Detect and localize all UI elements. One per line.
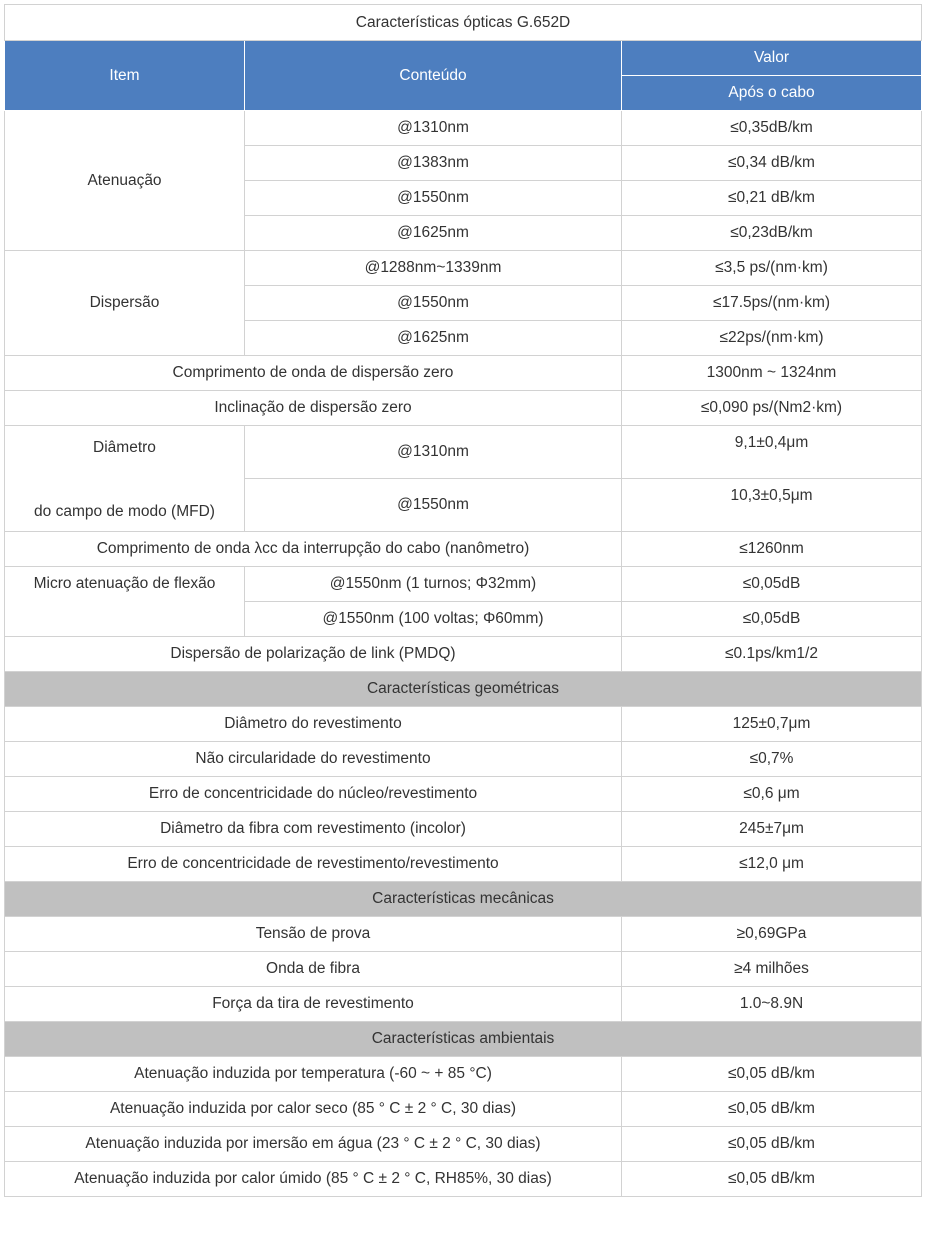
table-row [5,1162,922,1197]
label-cell: Onda de fibra [5,952,622,987]
value-cell: ≤3,5 ps/(nm·km) [622,251,922,286]
mfd-label-line2: do campo de modo (MFD) [34,502,215,520]
value-cell: 1300nm ~ 1324nm [622,356,922,391]
table-title: Características ópticas G.652D [5,5,922,41]
table-row [5,1092,922,1127]
dispersion-label: Dispersão [5,251,245,356]
value-cell: ≤0,6 μm [622,777,922,812]
value-cell: ≤0,05 dB/km [622,1092,922,1127]
section-header-row [5,672,922,707]
table-row [5,742,922,777]
section-title-environmental: Características ambientais [5,1022,922,1057]
value-cell: ≥4 milhões [622,952,922,987]
condition-cell: @1310nm [245,111,622,146]
header-after-cable: Após o cabo [622,76,922,111]
mfd-label-line1: Diâmetro [93,438,156,456]
table-row [5,251,922,286]
condition-cell: @1550nm [245,181,622,216]
condition-cell: @1625nm [245,216,622,251]
section-header-row [5,882,922,917]
condition-cell: @1625nm [245,321,622,356]
label-cell: Tensão de prova [5,917,622,952]
table-row [5,111,922,146]
label-cell: Erro de concentricidade de revestimento/revestimento [5,847,622,882]
value-cell: ≤12,0 μm [622,847,922,882]
header-item: Item [5,41,245,111]
label-cell: Não circularidade do revestimento [5,742,622,777]
label-cell: Atenuação induzida por calor úmido (85 ° C ± 2 ° C, RH85%, 30 dias) [5,1162,622,1197]
label-cell: Erro de concentricidade do núcleo/revestimento [5,777,622,812]
table-row [5,532,922,567]
spec-table [4,4,922,1197]
table-title-row [5,5,922,41]
pmd-label: Dispersão de polarização de link (PMDQ) [5,637,622,672]
value-cell: ≤0,05 dB/km [622,1127,922,1162]
zero-dispersion-wavelength-label: Comprimento de onda de dispersão zero [5,356,622,391]
table-row [5,1127,922,1162]
zero-dispersion-slope-label: Inclinação de dispersão zero [5,391,622,426]
table-row [5,917,922,952]
value-cell: 9,1±0,4μm [622,426,922,479]
label-cell: Diâmetro da fibra com revestimento (incolor) [5,812,622,847]
header-row [5,41,922,76]
label-cell: Atenuação induzida por calor seco (85 ° C ± 2 ° C, 30 dias) [5,1092,622,1127]
value-cell: ≤0.1ps/km1/2 [622,637,922,672]
microbend-label: Micro atenuação de flexão [5,567,245,637]
table-row [5,356,922,391]
value-cell: ≤0,23dB/km [622,216,922,251]
table-row [5,952,922,987]
condition-cell: @1550nm (1 turnos; Φ32mm) [245,567,622,602]
cutoff-label: Comprimento de onda λcc da interrupção do cabo (nanômetro) [5,532,622,567]
table-row [5,847,922,882]
condition-cell: @1550nm [245,286,622,321]
table-row [5,812,922,847]
value-cell: ≤0,21 dB/km [622,181,922,216]
mfd-label [5,426,245,532]
attenuation-label: Atenuação [5,111,245,251]
label-cell: Diâmetro do revestimento [5,707,622,742]
table-row [5,637,922,672]
table-row [5,391,922,426]
value-cell: ≤0,34 dB/km [622,146,922,181]
condition-cell: @1550nm (100 voltas; Φ60mm) [245,602,622,637]
value-cell: 245±7μm [622,812,922,847]
value-cell: ≥0,69GPa [622,917,922,952]
condition-cell: @1288nm~1339nm [245,251,622,286]
value-cell: ≤0,05dB [622,567,922,602]
table-row [5,987,922,1022]
label-cell: Atenuação induzida por imersão em água (23 ° C ± 2 ° C, 30 dias) [5,1127,622,1162]
value-cell: ≤17.5ps/(nm·km) [622,286,922,321]
value-cell: ≤1260nm [622,532,922,567]
condition-cell: @1310nm [245,426,622,479]
table-row [5,777,922,812]
header-content: Conteúdo [245,41,622,111]
value-cell: 1.0~8.9N [622,987,922,1022]
table-row [5,426,922,479]
label-cell: Atenuação induzida por temperatura (-60 ~ + 85 °C) [5,1057,622,1092]
value-cell: ≤0,05dB [622,602,922,637]
value-cell: ≤0,35dB/km [622,111,922,146]
value-cell: ≤22ps/(nm·km) [622,321,922,356]
value-cell: ≤0,05 dB/km [622,1162,922,1197]
value-cell: ≤0,05 dB/km [622,1057,922,1092]
section-title-geometric: Características geométricas [5,672,922,707]
value-cell: ≤0,7% [622,742,922,777]
condition-cell: @1383nm [245,146,622,181]
value-cell: ≤0,090 ps/(Nm2·km) [622,391,922,426]
header-value: Valor [622,41,922,76]
section-header-row [5,1022,922,1057]
label-cell: Força da tira de revestimento [5,987,622,1022]
condition-cell: @1550nm [245,479,622,532]
table-row [5,1057,922,1092]
table-row [5,707,922,742]
value-cell: 10,3±0,5μm [622,479,922,532]
value-cell: 125±0,7μm [622,707,922,742]
section-title-mechanical: Características mecânicas [5,882,922,917]
table-row [5,567,922,602]
